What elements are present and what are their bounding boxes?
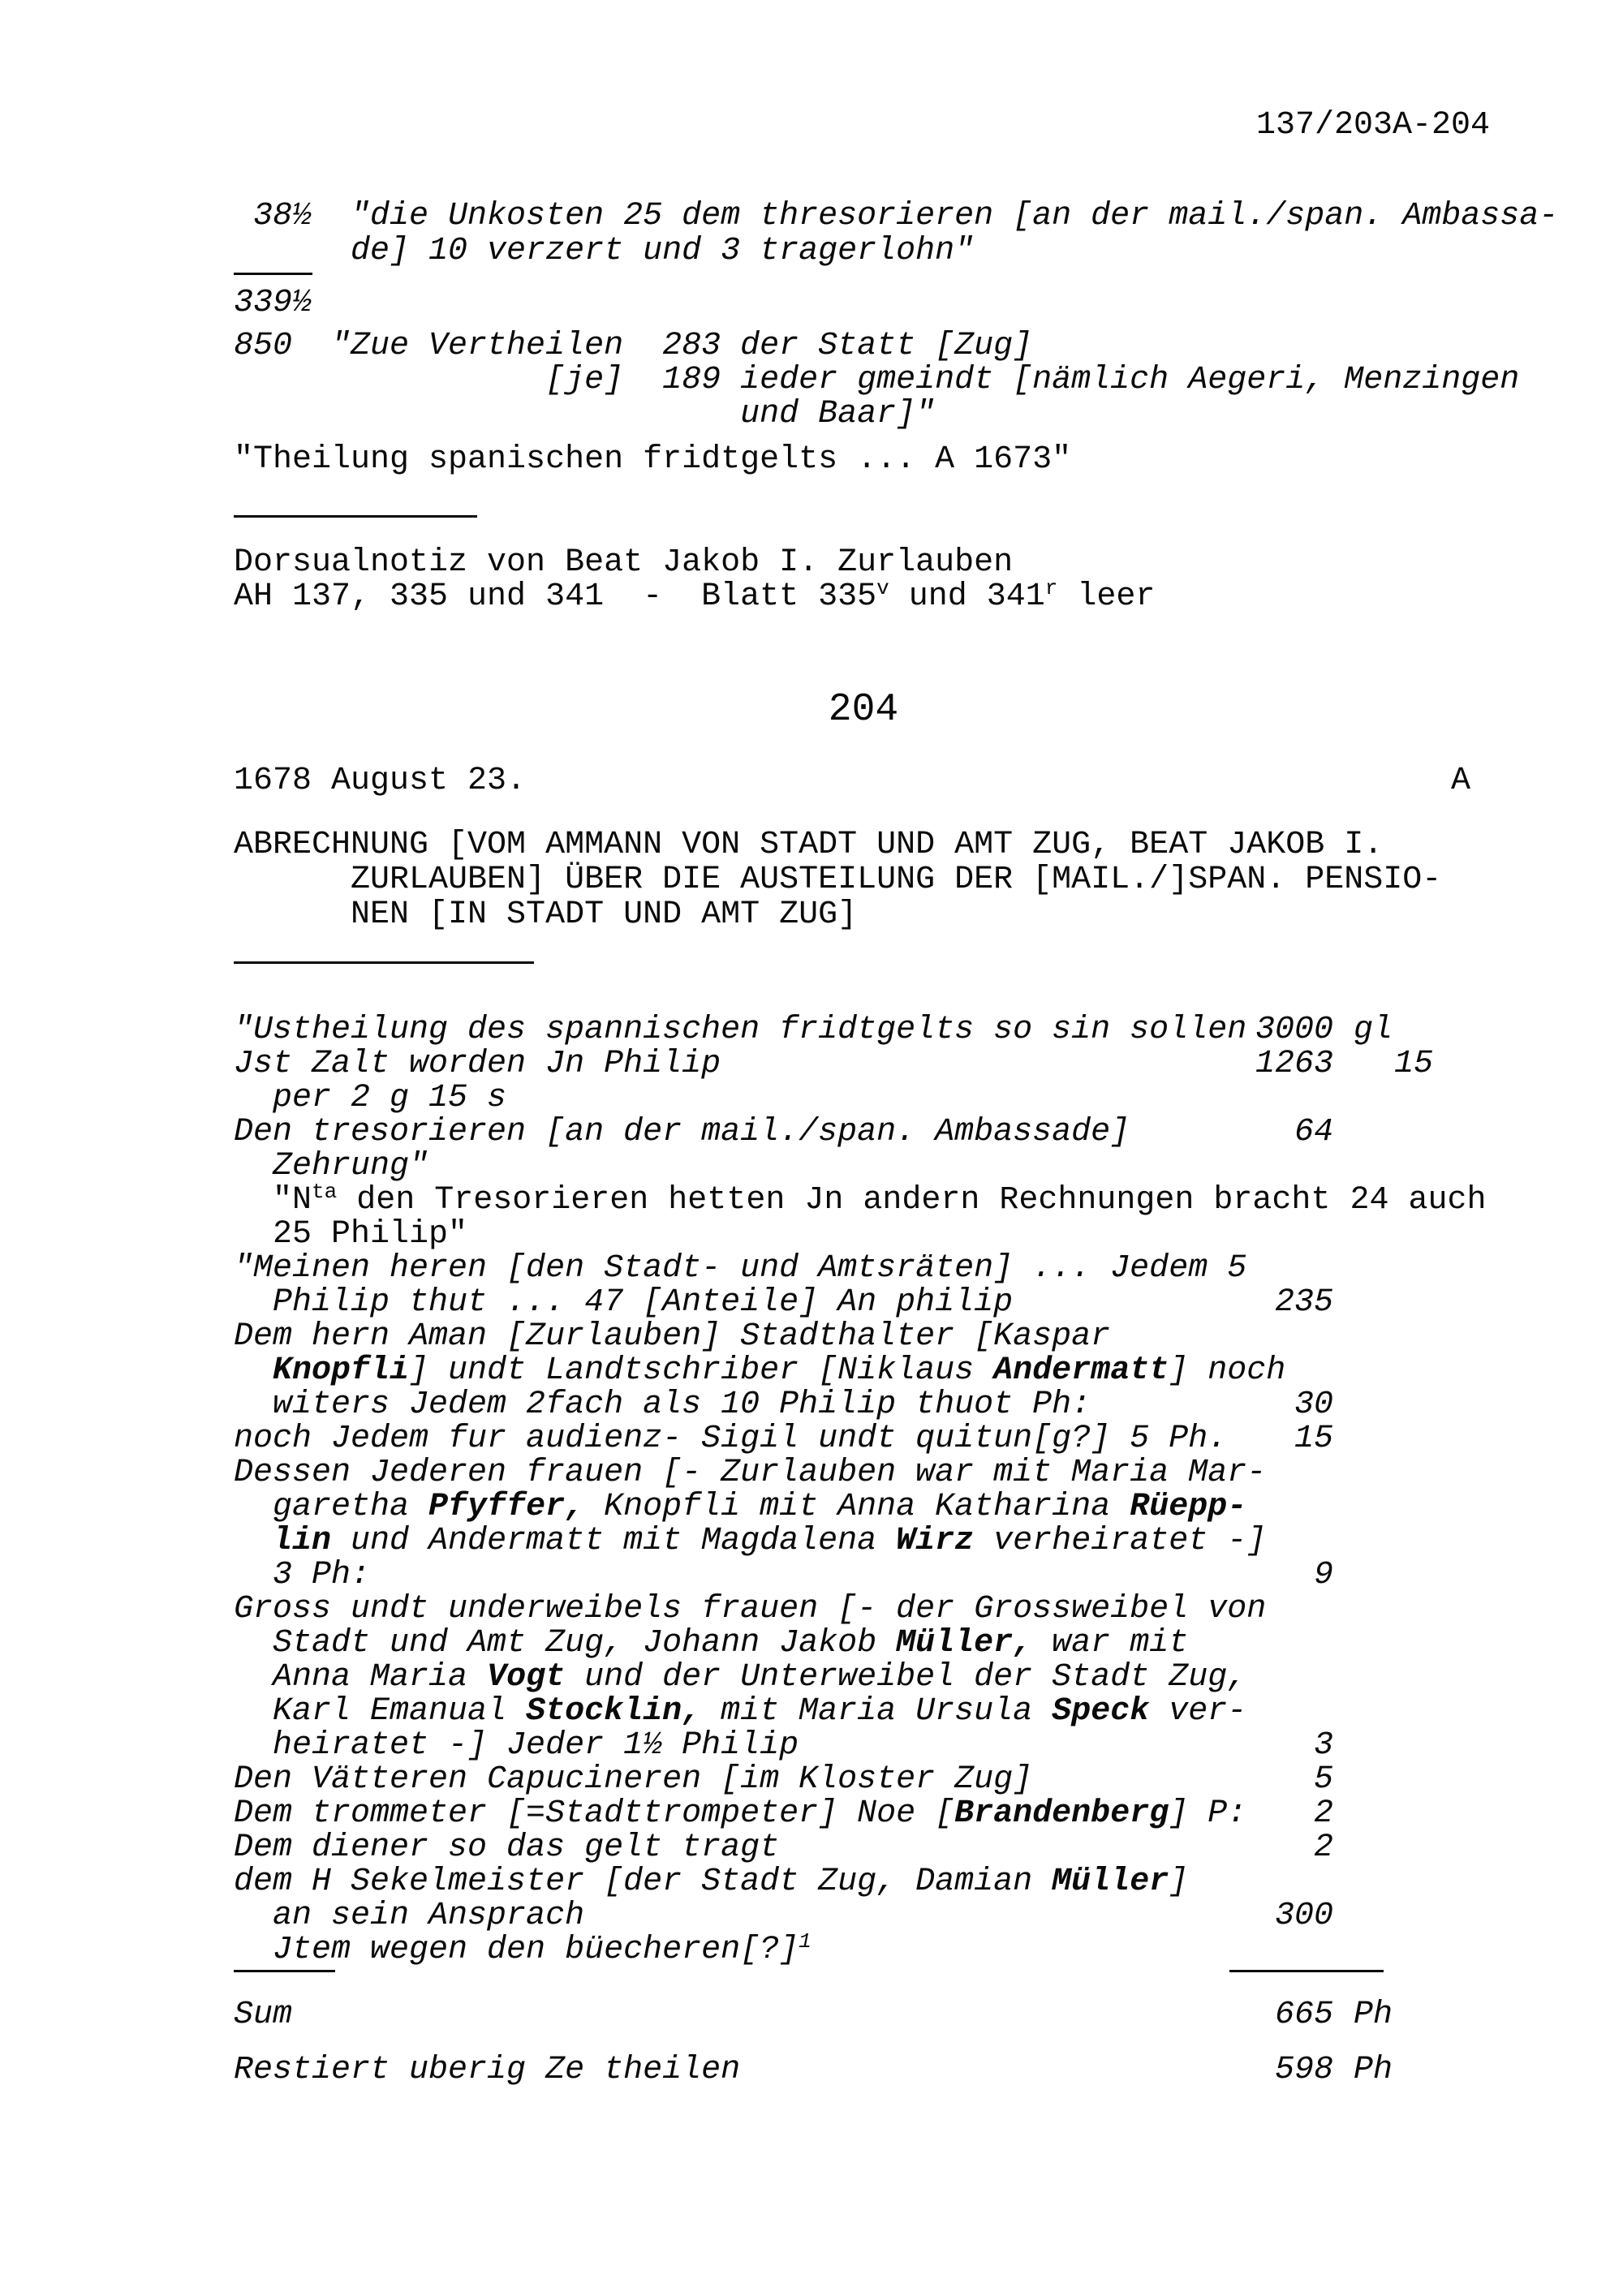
doc-text-segment: "Theilung spanischen fridtgelts ... A 1673" (234, 441, 1072, 478)
doc-text-segment: heiratet -] Jeder 1½ Philip (234, 1727, 799, 1764)
doc-text-segment: war mit (1032, 1625, 1189, 1662)
amount-value: 30 (1294, 1387, 1333, 1423)
amount-unit: Ph (1354, 1997, 1393, 2033)
doc-line (0, 1353, 1623, 1389)
doc-line (0, 1830, 1623, 1866)
amount-value: 1263 (1255, 1046, 1333, 1082)
doc-line (0, 1180, 1623, 1219)
doc-line-text (234, 828, 1383, 863)
doc-text-segment: Den Vätteren Capucineren [im Kloster Zug] (234, 1761, 1033, 1798)
doc-text-segment: ver- (1149, 1693, 1247, 1730)
doc-line (0, 397, 1623, 432)
doc-line (0, 1626, 1623, 1662)
doc-text-segment: Wirz (896, 1523, 975, 1559)
doc-text-segment: Philip thut ... 47 [Anteile] An philip (234, 1284, 1014, 1321)
doc-text-segment: mit Maria Ursula (701, 1693, 1053, 1730)
doc-text-segment: Speck (1052, 1693, 1150, 1730)
doc-text-segment: Knopfli (273, 1352, 410, 1389)
amount-value: 9 (1313, 1557, 1333, 1593)
doc-line-text (234, 862, 1441, 898)
doc-text-segment: NEN [IN STADT UND AMT ZUG] (234, 896, 858, 933)
doc-text-segment: Müller (1052, 1864, 1169, 1900)
doc-line-text (234, 1319, 1110, 1355)
doc-text-segment: witers Jedem 2fach als 10 Philip thuot Ph: (234, 1387, 1091, 1423)
doc-line (0, 1455, 1623, 1491)
doc-line-text (234, 897, 857, 933)
doc-text-segment: "Meinen heren [den Stadt- und Amtsräten] ... Jedem 5 (234, 1250, 1247, 1287)
doc-text-segment: Dessen Jederen frauen [- Zurlauben war mit Maria Mar- (234, 1455, 1267, 1491)
amount-value: 15 (1393, 1046, 1433, 1082)
doc-line-text (234, 442, 1071, 478)
amount-unit: Ph (1354, 2052, 1393, 2088)
doc-text-segment: ZURLAUBEN] ÜBER DIE AUSTEILUNG DER [MAIL./]SPAN. PENSIO- (234, 862, 1442, 898)
doc-text-segment: de] 10 verzert und 3 tragerlohn" (234, 233, 975, 269)
doc-line (0, 1421, 1623, 1457)
doc-text-segment: Sum (234, 1997, 293, 2033)
doc-text-segment: Stadt und Amt Zug, Johann Jakob (234, 1625, 897, 1662)
doc-text-segment: 1 (799, 1929, 812, 1954)
doc-line (0, 576, 1623, 615)
doc-line (0, 1997, 1623, 2033)
underline-rule (234, 1970, 335, 1972)
underline-rule (234, 961, 534, 964)
doc-line-text (234, 286, 312, 321)
amount-value: 3 (1313, 1727, 1333, 1764)
doc-text-segment: per 2 g 15 s (234, 1080, 507, 1116)
document-number: 204 (828, 688, 899, 732)
doc-text-segment: und Andermatt mit Magdalena (331, 1523, 897, 1559)
doc-line (0, 545, 1623, 581)
doc-line (0, 1592, 1623, 1627)
doc-line (0, 1387, 1623, 1423)
doc-line (0, 1149, 1623, 1185)
doc-line-text (234, 1929, 812, 1970)
doc-text-segment: 38½ "die Unkosten 25 dem thresorieren [an der mail./span. Ambassa- (234, 198, 1559, 234)
doc-line (0, 1319, 1623, 1355)
doc-text-segment: Karl Emanual (234, 1693, 527, 1730)
doc-line-text (234, 1592, 1266, 1627)
doc-line (0, 1762, 1623, 1798)
doc-text-segment: Jtem wegen den büecheren[?] (234, 1932, 799, 1968)
doc-text-segment: und 341 (889, 578, 1045, 615)
doc-text-segment: leer (1057, 578, 1156, 615)
doc-text-segment: Dem trommeter [=Stadttrompeter] Noe [ (234, 1795, 955, 1832)
doc-line-text (234, 1626, 1188, 1662)
doc-line-text (234, 1694, 1246, 1730)
amount-value: 5 (1313, 1761, 1333, 1798)
doc-text-segment: Müller, (896, 1625, 1033, 1662)
doc-text-segment (234, 1523, 273, 1559)
doc-line-text (234, 234, 974, 269)
doc-line (0, 199, 1623, 234)
doc-text-segment: Dem diener so das gelt tragt (234, 1829, 780, 1866)
amount-value: 64 (1294, 1114, 1333, 1150)
doc-line (0, 1217, 1623, 1253)
doc-line (0, 1929, 1623, 1968)
doc-line-text (234, 1660, 1246, 1696)
doc-line (0, 1013, 1623, 1048)
amount-value: 15 (1294, 1421, 1333, 1457)
underline-rule (234, 273, 312, 275)
doc-line-text (234, 545, 1013, 581)
doc-line (0, 1285, 1623, 1321)
doc-line-text (234, 1455, 1266, 1491)
doc-line (0, 1898, 1623, 1934)
doc-text-segment: Andermatt (993, 1352, 1169, 1389)
doc-line (0, 897, 1623, 933)
doc-line-text (234, 1524, 1266, 1559)
doc-text-segment: lin (273, 1523, 332, 1559)
doc-line (0, 828, 1623, 863)
doc-text-segment: noch Jedem fur audienz- Sigil undt quitun[g?] 5 Ph. (234, 1421, 1228, 1457)
doc-line (0, 363, 1623, 398)
doc-line-text (234, 199, 1558, 234)
underline-rule (234, 515, 477, 518)
underline-rule (1229, 1970, 1384, 1972)
doc-text-segment: und Baar]" (234, 396, 936, 432)
doc-text-segment: 25 Philip" (234, 1216, 468, 1253)
doc-text-segment: Anna Maria (234, 1659, 488, 1696)
doc-text-segment: Brandenberg (954, 1795, 1169, 1832)
doc-text-segment: "N (234, 1182, 312, 1219)
doc-text-segment: ] undt Landtschriber [Niklaus (409, 1352, 994, 1389)
amount-value: 2 (1313, 1829, 1333, 1866)
doc-text-segment: ] P: (1169, 1795, 1247, 1832)
doc-line (0, 442, 1623, 478)
doc-text-segment: ] noch (1169, 1352, 1286, 1389)
doc-line-text (234, 1180, 1487, 1220)
doc-text-segment: ] (1169, 1864, 1189, 1900)
amount-value: 598 (1274, 2052, 1333, 2088)
doc-text-segment: Vogt (487, 1659, 566, 1696)
doc-line-text (234, 1864, 1188, 1900)
amount-value: 665 (1274, 1997, 1333, 2033)
doc-text-segment: Dem hern Aman [Zurlauben] Stadthalter [Kaspar (234, 1318, 1111, 1355)
doc-line (0, 1081, 1623, 1116)
doc-text-segment: 3 Ph: (234, 1557, 371, 1593)
doc-text-segment: dem H Sekelmeister [der Stadt Zug, Damian (234, 1864, 1053, 1900)
amount-unit: gl (1354, 1012, 1393, 1048)
doc-text-segment: verheiratet -] (974, 1523, 1267, 1559)
doc-line (0, 234, 1623, 269)
doc-line (0, 1864, 1623, 1900)
doc-text-segment: Dorsualnotiz von Beat Jakob I. Zurlauben (234, 544, 1014, 581)
doc-line (0, 1251, 1623, 1287)
doc-line (0, 1115, 1623, 1150)
doc-line-text (234, 576, 1156, 617)
doc-line (0, 1524, 1623, 1559)
doc-line (0, 1558, 1623, 1593)
doc-text-segment (234, 1352, 273, 1389)
doc-line-text (234, 363, 1519, 398)
doc-text-segment: Restiert uberig Ze theilen (234, 2052, 741, 2088)
doc-text-segment: r (1044, 576, 1058, 600)
doc-line-text (234, 1217, 467, 1253)
doc-line-text (234, 1251, 1246, 1287)
amount-value: 300 (1274, 1898, 1333, 1934)
doc-line-text (234, 397, 935, 432)
doc-text-segment: Jst Zalt worden Jn Philip (234, 1046, 721, 1082)
doc-text-segment: 850 "Zue Vertheilen 283 der Statt [Zug] (234, 328, 1033, 364)
doc-line (0, 1490, 1623, 1525)
doc-line-text (234, 1353, 1285, 1389)
doc-text-segment: Stocklin, (526, 1693, 702, 1730)
doc-text-segment: [je] 189 ieder gmeindt [nämlich Aegeri, Menzingen (234, 362, 1520, 398)
doc-text-segment: an sein Ansprach (234, 1898, 585, 1934)
doc-text-segment: Knopfli mit Anna Katharina (584, 1489, 1130, 1525)
doc-line (0, 2053, 1623, 2088)
doc-line (0, 1728, 1623, 1764)
doc-text-segment: Gross undt underweibels frauen [- der Grossweibel von (234, 1591, 1267, 1627)
doc-text-segment: garetha (234, 1489, 429, 1525)
doc-line (0, 1796, 1623, 1832)
doc-text-segment: ta (312, 1180, 338, 1204)
doc-text-segment: Rüepp- (1130, 1489, 1247, 1525)
date-line: 1678 August 23. (234, 763, 527, 799)
doc-line-text (234, 329, 1032, 364)
doc-text-segment: Den tresorieren [an der mail./span. Ambassade] (234, 1114, 1130, 1150)
doc-text-segment: Pfyffer, (428, 1489, 585, 1525)
doc-line (0, 1660, 1623, 1696)
amount-value: 235 (1274, 1284, 1333, 1321)
doc-text-segment: AH 137, 335 und 341 - Blatt 335 (234, 578, 877, 615)
doc-line (0, 1047, 1623, 1082)
doc-line-text (234, 1081, 506, 1116)
doc-line (0, 329, 1623, 364)
doc-line-text (234, 1490, 1246, 1525)
doc-text-segment: ABRECHNUNG [VOM AMMANN VON STADT UND AMT ZUG, BEAT JAKOB I. (234, 827, 1384, 863)
doc-text-segment: und der Unterweibel der Stadt Zug, (565, 1659, 1247, 1696)
corner-mark: A (1451, 763, 1471, 799)
doc-line (0, 286, 1623, 321)
amount-value: 2 (1313, 1795, 1333, 1832)
doc-text-segment: Zehrung" (234, 1148, 429, 1185)
doc-line (0, 862, 1623, 898)
doc-line (0, 1694, 1623, 1730)
doc-text-segment: 339½ (234, 285, 312, 321)
doc-text-segment: "Ustheilung des spannischen fridtgelts so sin sollen (234, 1012, 1247, 1048)
doc-text-segment: v (876, 576, 889, 600)
amount-value: 3000 (1255, 1012, 1333, 1048)
archive-reference: 137/203A-204 (1255, 107, 1490, 144)
doc-text-segment: den Tresorieren hetten Jn andern Rechnungen bracht 24 auch (337, 1182, 1487, 1219)
